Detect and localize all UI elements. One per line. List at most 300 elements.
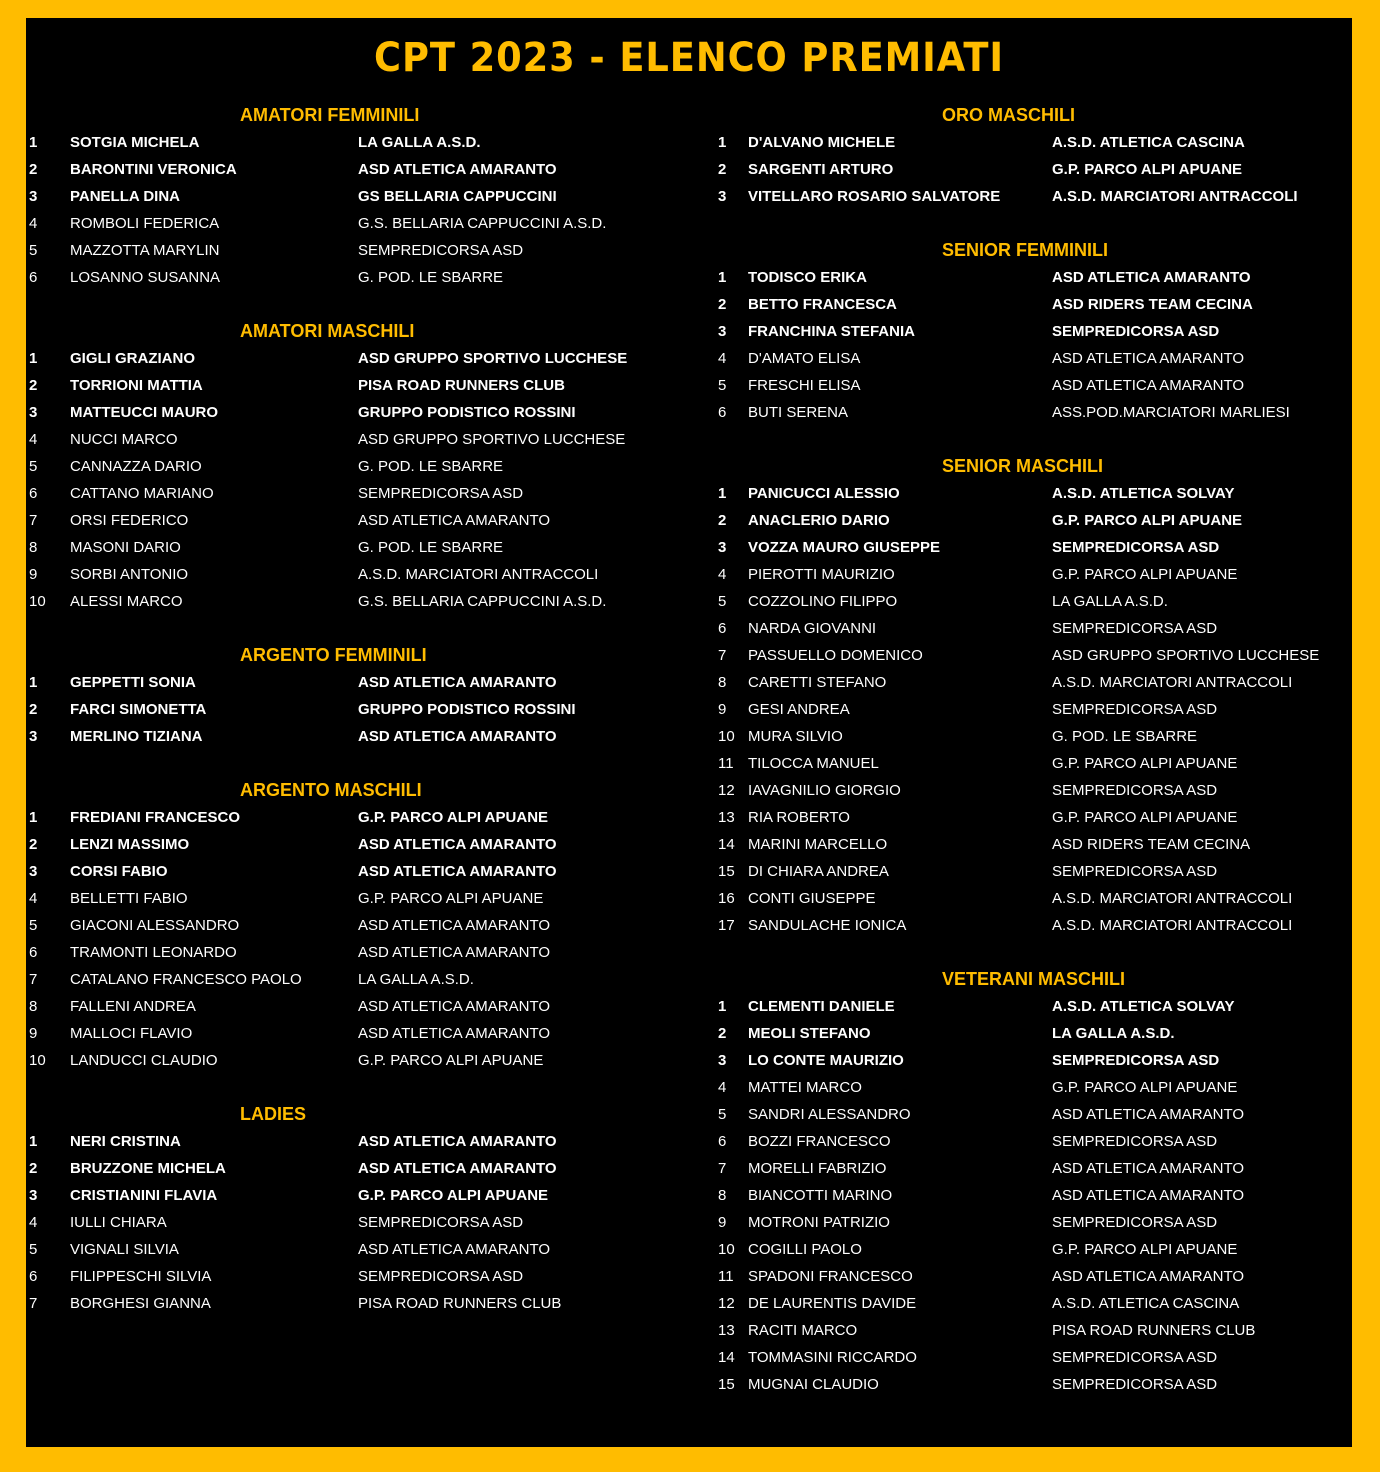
athlete-name: CANNAZZA DARIO [70,458,202,475]
athlete-name: SARGENTI ARTURO [748,161,894,178]
position: 3 [718,1052,727,1069]
club-name: G.S. BELLARIA CAPPUCCINI A.S.D. [358,215,607,232]
athlete-name: ROMBOLI FEDERICA [70,215,220,232]
position: 2 [718,512,727,529]
club-name: SEMPREDICORSA ASD [358,485,524,502]
athlete-name: VOZZA MAURO GIUSEPPE [748,539,940,556]
athlete-name: FRANCHINA STEFANIA [748,323,915,340]
position: 5 [718,377,727,394]
club-name: A.S.D. MARCIATORI ANTRACCOLI [1052,674,1293,691]
athlete-name: NUCCI MARCO [70,431,178,448]
club-name: ASD ATLETICA AMARANTO [358,863,557,880]
athlete-name: TOMMASINI RICCARDO [748,1349,917,1366]
position: 7 [718,1160,727,1177]
club-name: LA GALLA A.S.D. [358,134,481,151]
club-name: A.S.D. MARCIATORI ANTRACCOLI [1052,917,1293,934]
club-name: PISA ROAD RUNNERS CLUB [1052,1322,1256,1339]
club-name: ASD GRUPPO SPORTIVO LUCCHESE [358,350,628,367]
club-name: ASD ATLETICA AMARANTO [1052,377,1244,394]
club-name: A.S.D. MARCIATORI ANTRACCOLI [1052,890,1293,907]
club-name: SEMPREDICORSA ASD [358,242,524,259]
position: 2 [29,377,38,394]
club-name: ASD ATLETICA AMARANTO [358,944,550,961]
result-row [714,1317,1352,1344]
position: 4 [718,1079,727,1096]
position: 17 [718,917,735,934]
category-oro-maschili [714,102,1352,210]
result-row [26,1047,686,1074]
club-name: G. POD. LE SBARRE [358,539,504,556]
position: 2 [29,161,38,178]
athlete-name: CRISTIANINI FLAVIA [70,1187,218,1204]
club-name: SEMPREDICORSA ASD [1052,1133,1218,1150]
position: 1 [29,1133,38,1150]
position: 10 [29,1052,46,1069]
category-senior-femminili [714,237,1352,426]
club-name: A.S.D. ATLETICA SOLVAY [1052,998,1235,1015]
result-row [714,183,1352,210]
position: 13 [718,809,735,826]
club-name: ASD ATLETICA AMARANTO [358,161,557,178]
category-title: SENIOR FEMMINILI [942,240,1108,260]
result-row [714,1344,1352,1371]
position: 3 [718,323,727,340]
club-name: A.S.D. MARCIATORI ANTRACCOLI [358,566,599,583]
position: 5 [29,242,38,259]
result-row [714,318,1352,345]
result-row [714,291,1352,318]
club-name: G.P. PARCO ALPI APUANE [358,1187,549,1204]
club-name: SEMPREDICORSA ASD [358,1214,524,1231]
club-name: G.P. PARCO ALPI APUANE [1052,1241,1238,1258]
result-row [714,1101,1352,1128]
athlete-name: COGILLI PAOLO [748,1241,862,1258]
result-row [26,1236,686,1263]
athlete-name: LO CONTE MAURIZIO [748,1052,904,1069]
club-name: ASD GRUPPO SPORTIVO LUCCHESE [358,431,626,448]
position: 4 [29,215,38,232]
position: 6 [29,944,38,961]
position: 5 [29,917,38,934]
category-argento-femminili [26,642,686,750]
athlete-name: SORBI ANTONIO [70,566,189,583]
position: 6 [29,1268,38,1285]
result-row [26,669,686,696]
athlete-name: VIGNALI SILVIA [70,1241,179,1258]
athlete-name: FALLENI ANDREA [70,998,196,1015]
position: 6 [29,485,38,502]
category-title: LADIES [240,1104,307,1124]
athlete-name: IAVAGNILIO GIORGIO [748,782,901,799]
position: 5 [29,458,38,475]
position: 3 [718,539,727,556]
athlete-name: FILIPPESCHI SILVIA [70,1268,212,1285]
position: 2 [29,836,38,853]
athlete-name: TORRIONI MATTIA [70,377,203,394]
athlete-name: BETTO FRANCESCA [748,296,897,313]
club-name: G.P. PARCO ALPI APUANE [1052,512,1243,529]
position: 11 [718,1268,734,1285]
club-name: GS BELLARIA CAPPUCCINI [358,188,557,205]
club-name: G. POD. LE SBARRE [358,269,504,286]
result-row [714,804,1352,831]
result-row [714,264,1352,291]
club-name: SEMPREDICORSA ASD [1052,1052,1220,1069]
club-name: PISA ROAD RUNNERS CLUB [358,1295,562,1312]
club-name: G.P. PARCO ALPI APUANE [1052,566,1238,583]
result-row [26,237,686,264]
position: 10 [718,728,735,745]
athlete-name: BOZZI FRANCESCO [748,1133,891,1150]
position: 9 [718,701,727,718]
result-row [26,264,686,291]
club-name: G.P. PARCO ALPI APUANE [1052,1079,1238,1096]
result-row [714,1209,1352,1236]
result-row [714,750,1352,777]
position: 2 [29,701,38,718]
result-row [26,534,686,561]
position: 9 [718,1214,727,1231]
club-name: ASD ATLETICA AMARANTO [1052,1268,1244,1285]
athlete-name: MORELLI FABRIZIO [748,1160,887,1177]
result-row [26,966,686,993]
position: 11 [718,755,734,772]
result-row [714,858,1352,885]
club-name: SEMPREDICORSA ASD [1052,323,1220,340]
result-row [714,156,1352,183]
position: 14 [718,1349,735,1366]
club-name: G.P. PARCO ALPI APUANE [1052,755,1238,772]
result-row [26,1155,686,1182]
athlete-name: COZZOLINO FILIPPO [748,593,898,610]
athlete-name: BARONTINI VERONICA [70,161,237,178]
athlete-name: TRAMONTI LEONARDO [70,944,237,961]
page-title: CPT 2023 - ELENCO PREMIATI [374,35,1004,81]
position: 1 [29,809,38,826]
result-row [26,426,686,453]
result-row [714,480,1352,507]
position: 6 [718,1133,727,1150]
club-name: ASD ATLETICA AMARANTO [1052,350,1244,367]
club-name: ASD GRUPPO SPORTIVO LUCCHESE [1052,647,1320,664]
result-row [26,993,686,1020]
category-title: AMATORI FEMMINILI [240,105,420,125]
position: 5 [718,1106,727,1123]
club-name: SEMPREDICORSA ASD [1052,863,1218,880]
athlete-name: SANDRI ALESSANDRO [748,1106,911,1123]
result-row [714,129,1352,156]
result-row [26,858,686,885]
athlete-name: MEOLI STEFANO [748,1025,871,1042]
club-name: ASD ATLETICA AMARANTO [358,836,557,853]
result-row [26,156,686,183]
category-senior-maschili [714,453,1352,939]
athlete-name: MURA SILVIO [748,728,843,745]
club-name: G.S. BELLARIA CAPPUCCINI A.S.D. [358,593,607,610]
athlete-name: GEPPETTI SONIA [70,674,196,691]
club-name: SEMPREDICORSA ASD [1052,539,1220,556]
club-name: G. POD. LE SBARRE [1052,728,1198,745]
category-title: SENIOR MASCHILI [942,456,1104,476]
club-name: A.S.D. ATLETICA SOLVAY [1052,485,1235,502]
position: 1 [29,674,38,691]
position: 4 [29,890,38,907]
athlete-name: FREDIANI FRANCESCO [70,809,241,826]
result-row [26,1209,686,1236]
athlete-name: BORGHESI GIANNA [70,1295,211,1312]
club-name: A.S.D. MARCIATORI ANTRACCOLI [1052,188,1298,205]
category-ladies [26,1101,686,1317]
result-row [26,1263,686,1290]
result-row [714,561,1352,588]
club-name: ASD ATLETICA AMARANTO [358,1133,557,1150]
result-row [714,507,1352,534]
position: 5 [718,593,727,610]
position: 1 [29,350,38,367]
club-name: G.P. PARCO ALPI APUANE [1052,161,1243,178]
athlete-name: ORSI FEDERICO [70,512,189,529]
position: 3 [718,188,727,205]
position: 2 [29,1160,38,1177]
club-name: SEMPREDICORSA ASD [1052,620,1218,637]
athlete-name: PASSUELLO DOMENICO [748,647,923,664]
position: 16 [718,890,735,907]
position: 1 [718,269,727,286]
position: 8 [29,539,38,556]
result-row [26,1020,686,1047]
position: 6 [718,620,727,637]
club-name: SEMPREDICORSA ASD [1052,1376,1218,1393]
position: 2 [718,1025,727,1042]
result-row [26,345,686,372]
result-row [26,696,686,723]
athlete-name: SANDULACHE IONICA [748,917,907,934]
athlete-name: LANDUCCI CLAUDIO [70,1052,218,1069]
club-name: G.P. PARCO ALPI APUANE [358,1052,544,1069]
position: 7 [718,647,727,664]
athlete-name: MUGNAI CLAUDIO [748,1376,879,1393]
athlete-name: BIANCOTTI MARINO [748,1187,893,1204]
position: 2 [718,161,727,178]
club-name: ASD ATLETICA AMARANTO [358,728,557,745]
club-name: ASD ATLETICA AMARANTO [1052,1106,1244,1123]
result-row [714,1047,1352,1074]
athlete-name: BUTI SERENA [748,404,849,421]
athlete-name: SPADONI FRANCESCO [748,1268,913,1285]
result-row [26,399,686,426]
athlete-name: D'AMATO ELISA [748,350,861,367]
position: 8 [718,1187,727,1204]
athlete-name: RACITI MARCO [748,1322,858,1339]
club-name: ASD ATLETICA AMARANTO [358,512,550,529]
athlete-name: DI CHIARA ANDREA [748,863,889,880]
position: 2 [718,296,727,313]
result-row [714,1074,1352,1101]
position: 14 [718,836,735,853]
position: 1 [718,134,727,151]
club-name: ASD ATLETICA AMARANTO [1052,269,1251,286]
position: 15 [718,863,735,880]
athlete-name: MERLINO TIZIANA [70,728,203,745]
position: 1 [718,485,727,502]
position: 7 [29,512,38,529]
position: 6 [718,404,727,421]
position: 3 [29,728,38,745]
athlete-name: CATALANO FRANCESCO PAOLO [70,971,302,988]
athlete-name: RIA ROBERTO [748,809,850,826]
athlete-name: MOTRONI PATRIZIO [748,1214,890,1231]
athlete-name: BRUZZONE MICHELA [70,1160,226,1177]
result-row [714,831,1352,858]
club-name: SEMPREDICORSA ASD [1052,782,1218,799]
club-name: LA GALLA A.S.D. [358,971,474,988]
athlete-name: PIEROTTI MAURIZIO [748,566,895,583]
position: 3 [29,188,38,205]
position: 3 [29,404,38,421]
club-name: SEMPREDICORSA ASD [1052,1349,1218,1366]
position: 4 [29,431,38,448]
result-row [714,1371,1352,1398]
athlete-name: GIACONI ALESSANDRO [70,917,240,934]
position: 4 [29,1214,38,1231]
position: 9 [29,566,38,583]
athlete-name: CONTI GIUSEPPE [748,890,876,907]
club-name: SEMPREDICORSA ASD [1052,1214,1218,1231]
result-row [714,777,1352,804]
result-row [714,399,1352,426]
athlete-name: GESI ANDREA [748,701,850,718]
club-name: ASD ATLETICA AMARANTO [1052,1160,1244,1177]
result-row [26,885,686,912]
category-argento-maschili [26,777,686,1074]
result-row [26,804,686,831]
athlete-name: CATTANO MARIANO [70,485,214,502]
club-name: ASS.POD.MARCIATORI MARLIESI [1052,404,1290,421]
athlete-name: MATTEUCCI MAURO [70,404,219,421]
position: 3 [29,1187,38,1204]
athlete-name: LENZI MASSIMO [70,836,190,853]
position: 5 [29,1241,38,1258]
position: 10 [29,593,46,610]
club-name: LA GALLA A.S.D. [1052,1025,1175,1042]
result-row [26,129,686,156]
club-name: LA GALLA A.S.D. [1052,593,1168,610]
athlete-name: MARINI MARCELLO [748,836,888,853]
result-row [714,642,1352,669]
result-row [26,939,686,966]
club-name: ASD RIDERS TEAM CECINA [1052,296,1253,313]
category-amatori-femminili [26,102,686,291]
athlete-name: DE LAURENTIS DAVIDE [748,1295,917,1312]
position: 3 [29,863,38,880]
result-row [714,723,1352,750]
club-name: ASD ATLETICA AMARANTO [358,1025,550,1042]
athlete-name: PANICUCCI ALESSIO [748,485,900,502]
club-name: G.P. PARCO ALPI APUANE [358,890,544,907]
result-row [714,615,1352,642]
athlete-name: IULLI CHIARA [70,1214,167,1231]
club-name: G. POD. LE SBARRE [358,458,504,475]
result-row [26,453,686,480]
club-name: ASD ATLETICA AMARANTO [358,1160,557,1177]
athlete-name: ALESSI MARCO [70,593,183,610]
category-amatori-maschili [26,318,686,615]
result-row [714,1236,1352,1263]
athlete-name: TODISCO ERIKA [748,269,867,286]
category-title: ARGENTO MASCHILI [240,780,422,800]
result-row [26,1290,686,1317]
club-name: GRUPPO PODISTICO ROSSINI [358,404,576,421]
position: 8 [718,674,727,691]
position: 4 [718,350,727,367]
result-row [26,372,686,399]
result-row [714,912,1352,939]
position: 12 [718,782,735,799]
athlete-name: FARCI SIMONETTA [70,701,207,718]
position: 15 [718,1376,735,1393]
club-name: SEMPREDICORSA ASD [358,1268,524,1285]
result-row [714,1263,1352,1290]
athlete-name: GIGLI GRAZIANO [70,350,195,367]
result-row [714,1290,1352,1317]
category-title: AMATORI MASCHILI [240,321,415,341]
athlete-name: ANACLERIO DARIO [748,512,890,529]
result-row [26,831,686,858]
position: 10 [718,1241,735,1258]
club-name: SEMPREDICORSA ASD [1052,701,1218,718]
athlete-name: MASONI DARIO [70,539,181,556]
athlete-name: CARETTI STEFANO [748,674,887,691]
club-name: ASD ATLETICA AMARANTO [358,998,550,1015]
athlete-name: BELLETTI FABIO [70,890,188,907]
position: 7 [29,971,38,988]
result-row [714,588,1352,615]
position: 7 [29,1295,38,1312]
result-row [714,885,1352,912]
left-column [26,102,686,1317]
club-name: ASD ATLETICA AMARANTO [1052,1187,1244,1204]
position: 6 [29,269,38,286]
athlete-name: MATTEI MARCO [748,1079,862,1096]
result-row [26,912,686,939]
athlete-name: FRESCHI ELISA [748,377,861,394]
club-name: A.S.D. ATLETICA CASCINA [1052,134,1245,151]
result-row [26,1128,686,1155]
result-row [26,507,686,534]
result-row [714,1020,1352,1047]
result-row [714,534,1352,561]
club-name: ASD ATLETICA AMARANTO [358,674,557,691]
awards-sheet [26,18,1352,1447]
athlete-name: VITELLARO ROSARIO SALVATORE [748,188,1001,205]
athlete-name: TILOCCA MANUEL [748,755,879,772]
result-row [714,993,1352,1020]
athlete-name: MAZZOTTA MARYLIN [70,242,220,259]
position: 4 [718,566,727,583]
result-row [714,1128,1352,1155]
result-row [714,345,1352,372]
result-row [714,372,1352,399]
club-name: A.S.D. ATLETICA CASCINA [1052,1295,1240,1312]
position: 9 [29,1025,38,1042]
club-name: PISA ROAD RUNNERS CLUB [358,377,565,394]
result-row [26,210,686,237]
position: 8 [29,998,38,1015]
result-row [26,1182,686,1209]
position: 1 [29,134,38,151]
category-title: ORO MASCHILI [942,105,1075,125]
result-row [714,696,1352,723]
